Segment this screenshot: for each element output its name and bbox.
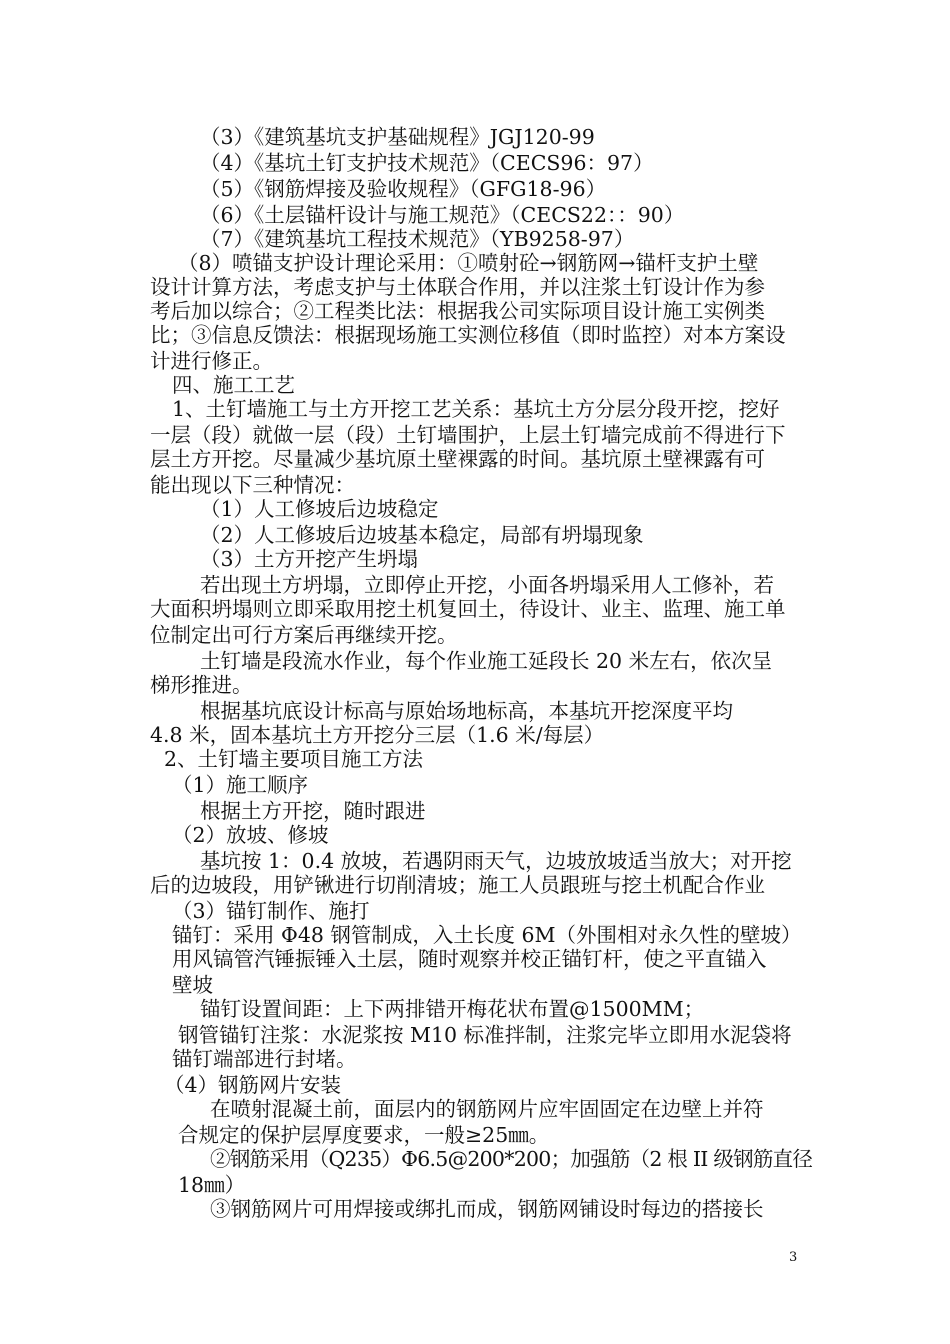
- text-line: （2）放坡、修坡: [172, 823, 329, 847]
- text-line: 大面积坍塌则立即采取用挖土机复回土，待设计、业主、监理、施工单: [150, 597, 786, 621]
- text-line: （1）施工顺序: [172, 773, 309, 797]
- text-line: 计进行修正。: [150, 349, 273, 373]
- text-line: 钢管锚钉注浆：水泥浆按 M10 标准拌制，注浆完毕立即用水泥袋将: [178, 1023, 792, 1047]
- text-line: 在喷射混凝土前，面层内的钢筋网片应牢固固定在边壁上并符: [210, 1097, 764, 1121]
- text-line: ②钢筋采用（Q235）Φ6.5@200*200；加强筋（2 根 II 级钢筋直径: [210, 1147, 813, 1171]
- text-line: 设计计算方法，考虑支护与土体联合作用，并以注浆土钉设计作为参: [150, 275, 765, 299]
- text-line: （4）钢筋网片安装: [164, 1073, 342, 1097]
- text-line: 梯形推进。: [150, 673, 253, 697]
- text-line: （2）人工修坡后边坡基本稳定，局部有坍塌现象: [200, 523, 644, 547]
- text-line: 锚钉端部进行封堵。: [172, 1047, 357, 1071]
- text-line: （3）土方开挖产生坍塌: [200, 547, 419, 571]
- text-line: 土钉墙是段流水作业，每个作业施工延段长 20 米左右，依次呈: [200, 649, 773, 673]
- section-heading: 四、施工工艺: [172, 373, 295, 397]
- text-line: 若出现土方坍塌，立即停止开挖，小面各坍塌采用人工修补，若: [200, 573, 774, 597]
- text-line: 比；③信息反馈法：根据现场施工实测位移值（即时监控）对本方案设: [150, 323, 786, 347]
- text-line: 合规定的保护层厚度要求，一般≥25㎜。: [178, 1123, 550, 1147]
- text-line: （3）锚钉制作、施打: [172, 899, 370, 923]
- text-line: 能出现以下三种情况：: [150, 473, 355, 497]
- text-line: 基坑按 1：0.4 放坡，若遇阴雨天气，边坡放坡适当放大；对开挖: [200, 849, 792, 873]
- text-line: ③钢筋网片可用焊接或绑扎而成，钢筋网铺设时每边的搭接长: [210, 1197, 764, 1221]
- text-line: 后的边坡段，用铲锹进行切削清坡；施工人员跟班与挖土机配合作业: [150, 873, 765, 897]
- text-line: 1、土钉墙施工与土方开挖工艺关系：基坑土方分层分段开挖，挖好: [172, 397, 780, 421]
- text-line: （1）人工修坡后边坡稳定: [200, 497, 439, 521]
- text-line: （7）《建筑基坑工程技术规范》（YB9258-97）: [200, 227, 635, 251]
- text-line: 4.8 米，固本基坑土方开挖分三层（1.6 米/每层）: [150, 723, 605, 747]
- text-line: 锚钉设置间距：上下两排错开梅花状布置@1500MM；: [200, 997, 705, 1021]
- text-line: （8）喷锚支护设计理论采用：①喷射砼→钢筋网→锚杆支护土壁: [178, 251, 759, 275]
- text-line: （4）《基坑土钉支护技术规范》（CECS96：97）: [200, 151, 654, 175]
- text-line: 考后加以综合；②工程类比法：根据我公司实际项目设计施工实例类: [150, 299, 765, 323]
- text-line: 层土方开挖。尽量减少基坑原土壁裸露的时间。基坑原土壁裸露有可: [150, 447, 765, 471]
- text-line: 用风镐管汽锤振锤入土层，随时观察并校正锚钉杆，使之平直锚入: [172, 947, 767, 971]
- section-heading: 2、土钉墙主要项目施工方法: [164, 747, 424, 771]
- text-line: 18㎜）: [178, 1173, 246, 1197]
- text-line: 位制定出可行方案后再继续开挖。: [150, 623, 458, 647]
- text-line: （3）《建筑基坑支护基础规程》JGJ120-99: [200, 125, 595, 149]
- text-line: （5）《钢筋焊接及验收规程》（GFG18-96）: [200, 177, 607, 201]
- text-line: 根据土方开挖，随时跟进: [200, 799, 426, 823]
- text-line: 锚钉：采用 Φ48 钢管制成，入土长度 6M（外围相对永久性的壁坡）: [172, 923, 802, 947]
- text-line: （6）《土层锚杆设计与施工规范》（CECS22：：90）: [200, 203, 685, 227]
- text-line: 根据基坑底设计标高与原始场地标高，本基坑开挖深度平均: [200, 699, 733, 723]
- page-number: 3: [789, 1250, 798, 1265]
- text-line: 一层（段）就做一层（段）土钉墙围护，上层土钉墙完成前不得进行下: [150, 423, 786, 447]
- text-line: 壁坡: [172, 973, 213, 997]
